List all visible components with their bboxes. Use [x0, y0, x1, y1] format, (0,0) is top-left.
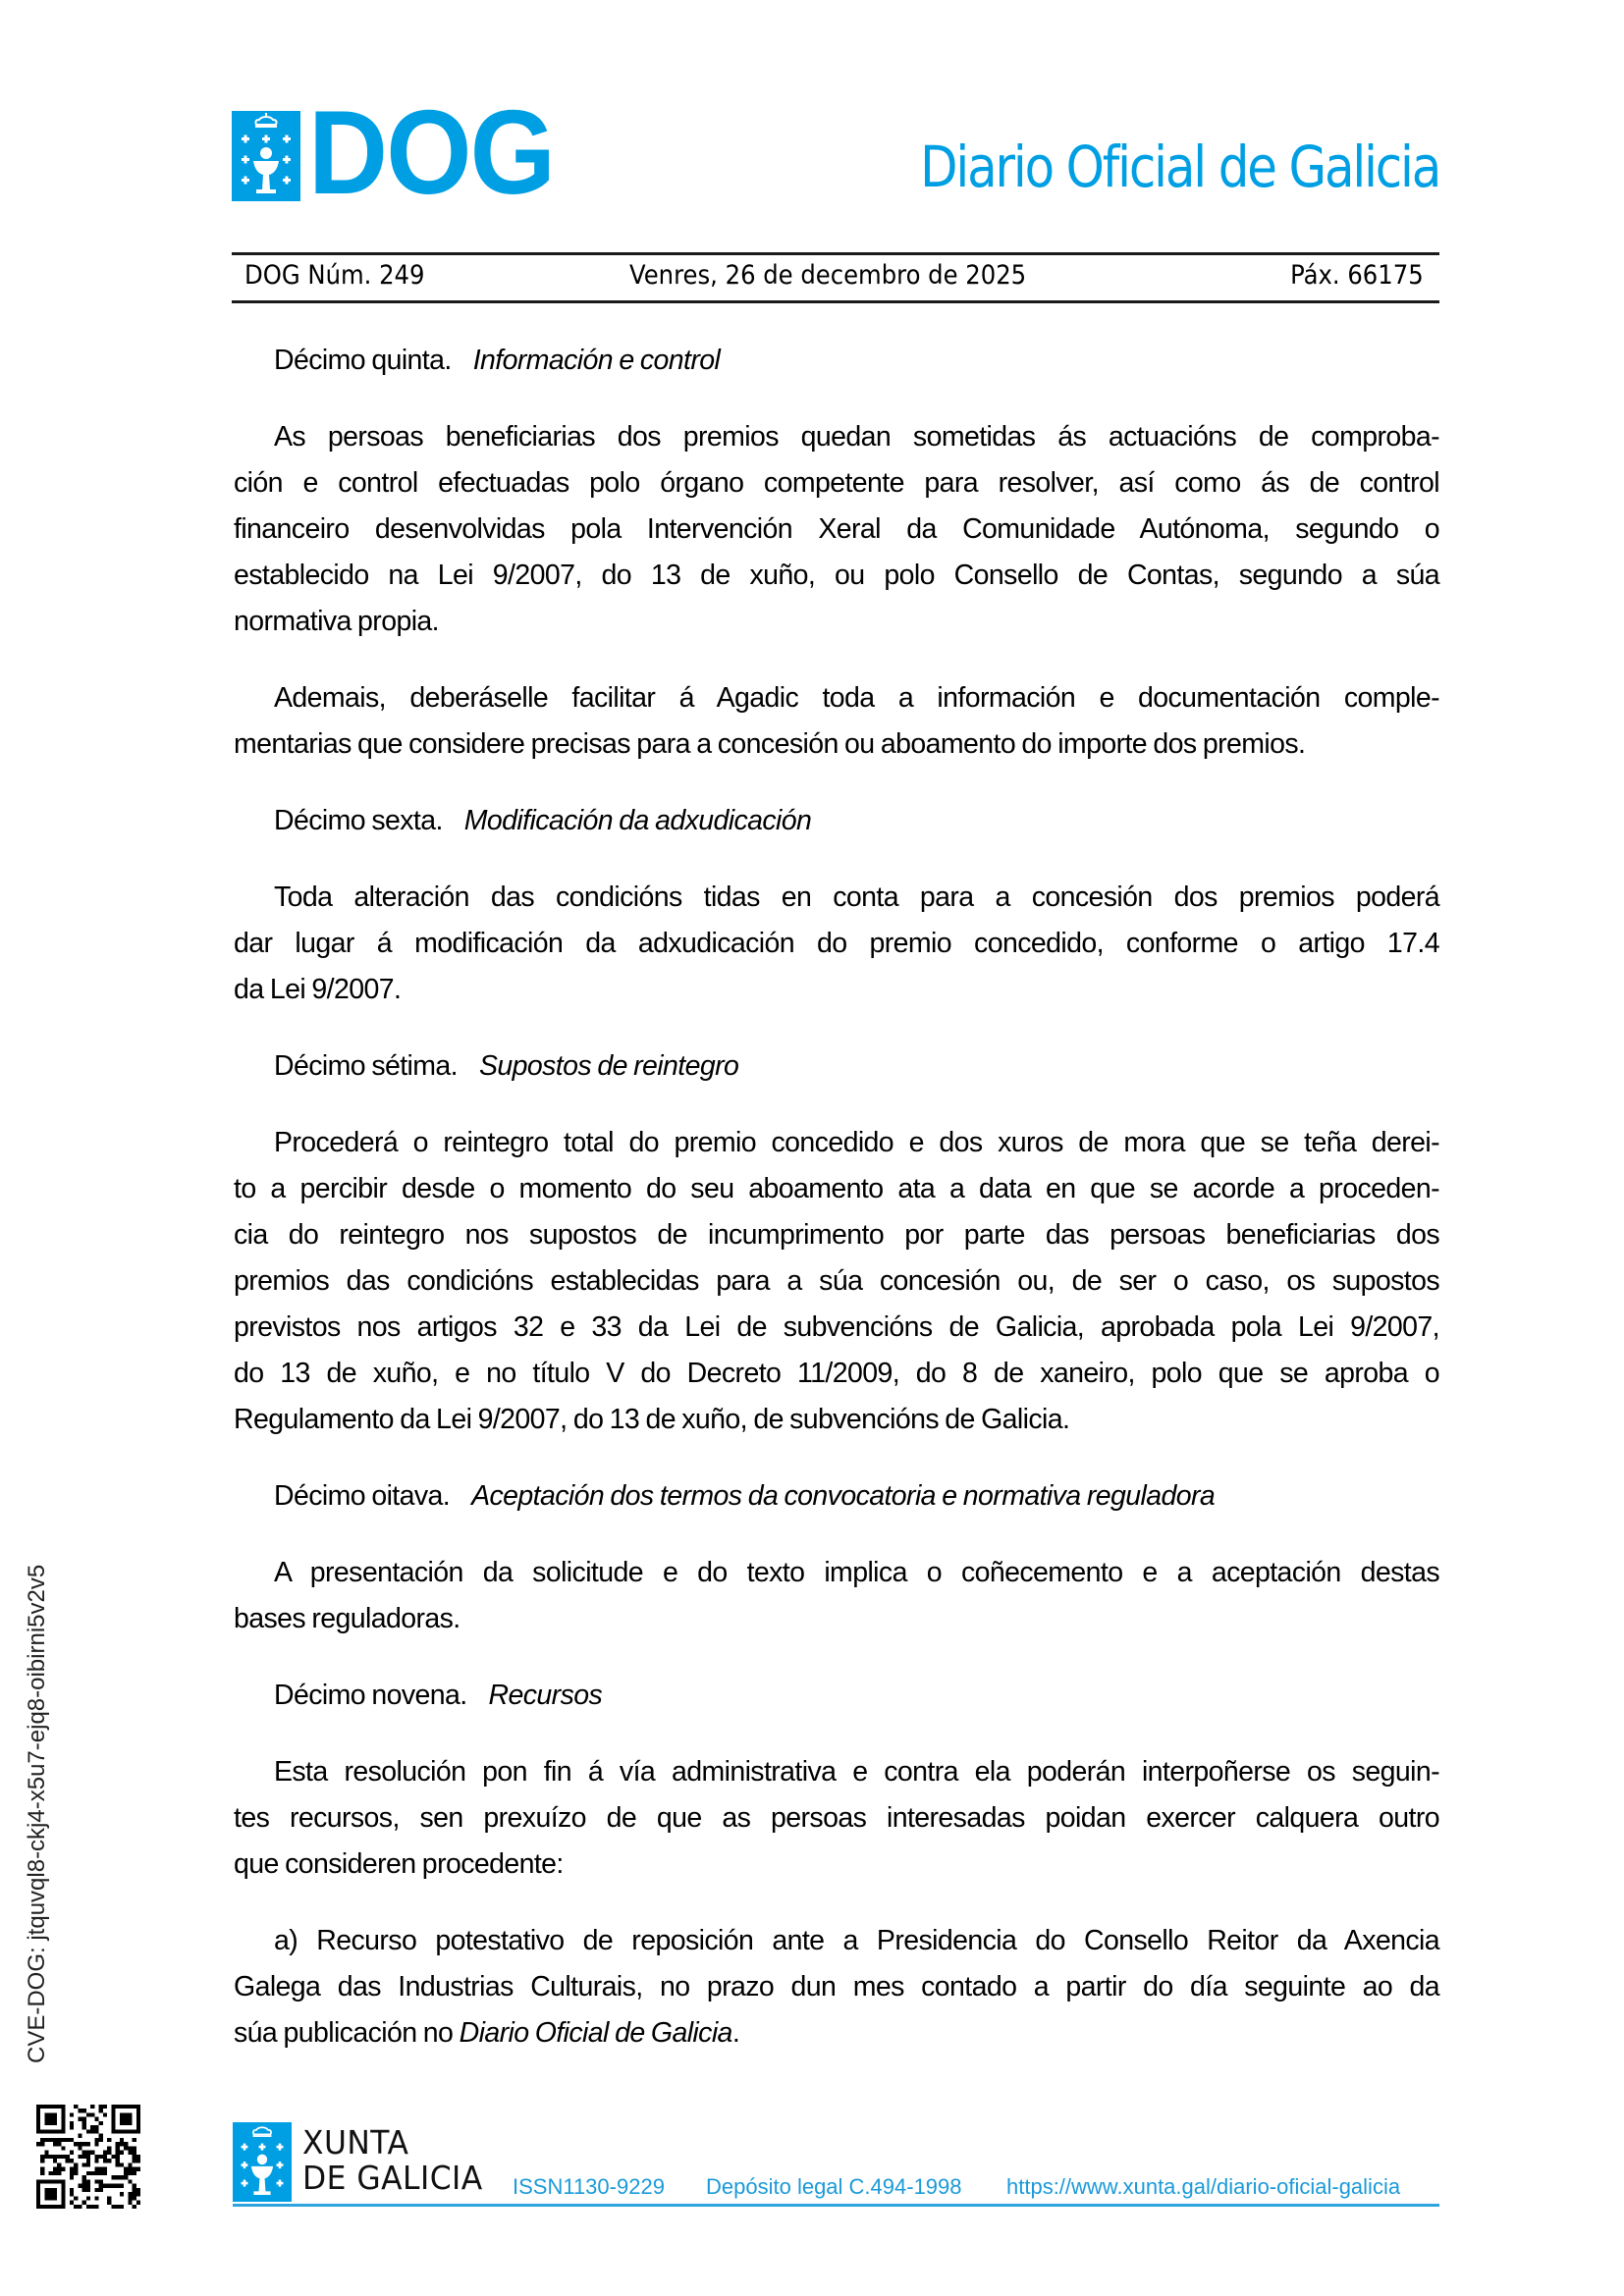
qr-module: [99, 2167, 103, 2171]
qr-module: [90, 2171, 94, 2175]
qr-module: [124, 2167, 128, 2171]
qr-module: [116, 2205, 120, 2209]
xunta-line-1: XUNTA: [302, 2123, 409, 2162]
section-number: Décimo quinta.: [274, 345, 452, 376]
qr-module: [99, 2121, 103, 2125]
qr-module: [82, 2121, 86, 2125]
qr-module: [82, 2109, 86, 2112]
qr-module: [111, 2175, 115, 2179]
qr-module: [74, 2205, 78, 2209]
text-line: premios das condicións establecidas para a súa concesión ou, de ser o caso, os supostos: [234, 1265, 1439, 1297]
text-line: do 13 de xuño, e no título V do Decreto 11/2009, do 8 de xaneiro, polo que se aproba o: [234, 1358, 1439, 1389]
qr-module: [82, 2184, 86, 2188]
section-title: Supostos de reintegro: [478, 1050, 739, 1082]
qr-module: [82, 2201, 86, 2205]
section-title: Aceptación dos termos da convocatoria e normativa reguladora: [471, 1480, 1216, 1512]
qr-module: [66, 2155, 70, 2159]
text-line: mentarias que considere precisas para a concesión ou aboamento do importe dos premios.: [234, 728, 1306, 760]
qr-module: [103, 2184, 107, 2188]
qr-module: [107, 2201, 111, 2205]
qr-module: [86, 2205, 90, 2209]
qr-module: [107, 2138, 111, 2142]
dog-coat-of-arms-logo: [232, 111, 300, 201]
qr-module: [133, 2188, 136, 2192]
qr-module: [107, 2151, 111, 2155]
qr-module: [94, 2205, 98, 2209]
qr-module: [99, 2155, 103, 2159]
qr-module: [53, 2155, 57, 2159]
qr-module: [78, 2109, 81, 2112]
cve-verification-code: CVE-DOG: jtquvql8-ckj4-x5u7-ejq8-oibirni5v2v5: [24, 1564, 50, 2063]
qr-module: [94, 2155, 98, 2159]
text-line: Toda alteración das condicións tidas en conta para a concesión dos premios poderá: [274, 881, 1439, 913]
section-heading: [234, 1473, 1439, 1520]
text-line: [234, 2010, 1439, 2056]
qr-module: [86, 2142, 90, 2146]
header-bottom-rule: [232, 300, 1439, 303]
qr-module: [78, 2146, 81, 2150]
qr-module: [99, 2171, 103, 2175]
qr-module: [78, 2184, 81, 2188]
section-number: Décimo oitava.: [274, 1480, 451, 1512]
text-line: ción e control efectuadas polo órgano competente para resolver, así como ás de control: [234, 467, 1439, 499]
section-number: Décimo sétima.: [274, 1050, 458, 1082]
qr-module: [82, 2163, 86, 2166]
qr-module: [133, 2205, 136, 2209]
qr-module: [133, 2155, 136, 2159]
qr-module: [99, 2184, 103, 2188]
qr-module: [49, 2138, 53, 2142]
qr-module: [86, 2171, 90, 2175]
qr-module: [70, 2192, 74, 2196]
issue-number: DOG Núm. 249: [244, 260, 425, 291]
text-line: establecido na Lei 9/2007, do 13 de xuño, ou polo Consello de Contas, segundo a súa: [234, 560, 1439, 591]
qr-module: [128, 2179, 132, 2183]
xunta-de-galicia-wordmark: [302, 2125, 483, 2196]
qr-module: [82, 2142, 86, 2146]
section-title: Información e control: [472, 345, 721, 376]
qr-module: [128, 2201, 132, 2205]
qr-module: [66, 2138, 70, 2142]
qr-module: [82, 2125, 86, 2129]
qr-module: [90, 2129, 94, 2133]
qr-module: [99, 2188, 103, 2192]
qr-module: [99, 2105, 103, 2109]
qr-module: [116, 2159, 120, 2163]
qr-module: [70, 2138, 74, 2142]
qr-module: [99, 2109, 103, 2112]
qr-module: [111, 2205, 115, 2209]
qr-module: [70, 2175, 74, 2179]
qr-module: [78, 2142, 81, 2146]
qr-module: [94, 2196, 98, 2200]
qr-module: [57, 2167, 61, 2171]
text-line: to a percibir desde o momento do seu aboamento ata a data en que se acorde a proceden-: [234, 1173, 1439, 1204]
footer-rule: [233, 2204, 1439, 2207]
paragraph: [234, 1550, 1439, 1642]
qr-module: [90, 2105, 94, 2109]
qr-module: [90, 2112, 94, 2116]
qr-module: [70, 2188, 74, 2192]
qr-module: [136, 2167, 140, 2171]
qr-module: [94, 2179, 98, 2183]
qr-module: [86, 2129, 90, 2133]
qr-module: [94, 2188, 98, 2192]
qr-module: [82, 2179, 86, 2183]
qr-module: [53, 2167, 57, 2171]
qr-module: [70, 2125, 74, 2129]
qr-module: [128, 2163, 132, 2166]
text-line: Ademais, deberáselle facilitar á Agadic toda a información e documentación comple-: [274, 682, 1439, 714]
qr-module: [57, 2155, 61, 2159]
qr-module: [66, 2159, 70, 2163]
text-line: a) Recurso potestativo de reposición ante a Presidencia do Consello Reitor da Axencia: [274, 1925, 1439, 1956]
qr-module: [57, 2138, 61, 2142]
qr-module: [82, 2188, 86, 2192]
qr-module: [116, 2151, 120, 2155]
qr-module: [103, 2159, 107, 2163]
document-body: [234, 338, 1439, 2087]
qr-module: [90, 2205, 94, 2209]
qr-module: [103, 2151, 107, 2155]
qr-module: [128, 2146, 132, 2150]
qr-module: [61, 2155, 65, 2159]
qr-module: [133, 2159, 136, 2163]
xunta-coat-of-arms-logo: [233, 2122, 292, 2202]
header-top-rule: [232, 252, 1439, 255]
publication-title: Diario Oficial de Galicia: [919, 133, 1439, 200]
text-fragment: .: [731, 2017, 740, 2049]
qr-code-icon: [36, 2105, 140, 2209]
section-heading: [234, 338, 1439, 384]
qr-module: [86, 2159, 90, 2163]
qr-module: [128, 2196, 132, 2200]
qr-module: [78, 2155, 81, 2159]
qr-module: [40, 2171, 44, 2175]
qr-module: [133, 2138, 136, 2142]
qr-module: [107, 2196, 111, 2200]
qr-module: [107, 2184, 111, 2188]
qr-module: [78, 2117, 81, 2121]
qr-module: [82, 2175, 86, 2179]
paragraph: [234, 1749, 1439, 1888]
text-line: bases reguladoras.: [234, 1603, 460, 1634]
qr-module: [111, 2155, 115, 2159]
issn: ISSN1130-9229: [513, 2174, 665, 2199]
qr-module: [133, 2151, 136, 2155]
text-line: financeiro desenvolvidas pola Intervención Xeral da Comunidade Autónoma, segundo o: [234, 513, 1439, 545]
deposito-legal: Depósito legal C.494-1998: [706, 2174, 962, 2199]
qr-module: [70, 2201, 74, 2205]
paragraph: [234, 414, 1439, 645]
section-number: Décimo sexta.: [274, 805, 443, 836]
qr-module: [136, 2201, 140, 2205]
qr-module: [44, 2155, 48, 2159]
qr-module: [136, 2192, 140, 2196]
section-title: Recursos: [488, 1680, 603, 1711]
qr-module: [78, 2205, 81, 2209]
qr-module: [103, 2167, 107, 2171]
xunta-line-2: DE GALICIA: [302, 2159, 483, 2197]
qr-module: [86, 2179, 90, 2183]
qr-module: [116, 2175, 120, 2179]
section-heading: [234, 1043, 1439, 1090]
dog-logo-text: DOG: [308, 85, 555, 219]
text-fragment: súa publicación no: [234, 2017, 460, 2049]
qr-module: [61, 2146, 65, 2150]
qr-module: [120, 2138, 124, 2142]
text-line: normativa propia.: [234, 606, 439, 637]
qr-module: [90, 2125, 94, 2129]
text-line: da Lei 9/2007.: [234, 974, 402, 1005]
qr-module: [94, 2125, 98, 2129]
qr-module: [57, 2163, 61, 2166]
text-line: Regulamento da Lei 9/2007, do 13 de xuño, de subvencións de Galicia.: [234, 1404, 1070, 1435]
qr-module: [74, 2171, 78, 2175]
qr-module: [120, 2192, 124, 2196]
qr-module: [82, 2117, 86, 2121]
qr-module: [124, 2175, 128, 2179]
qr-module: [70, 2151, 74, 2155]
qr-module: [86, 2196, 90, 2200]
qr-module: [133, 2196, 136, 2200]
issue-date: Venres, 26 de decembro de 2025: [629, 260, 1027, 291]
qr-module: [120, 2184, 124, 2188]
qr-module: [107, 2146, 111, 2150]
qr-module: [120, 2205, 124, 2209]
qr-module: [44, 2151, 48, 2155]
qr-module: [61, 2167, 65, 2171]
paragraph: [234, 675, 1439, 768]
text-line: A presentación da solicitude e do texto implica o coñecemento e a aceptación destas: [274, 1557, 1439, 1588]
qr-module: [99, 2138, 103, 2142]
qr-module: [36, 2142, 40, 2146]
qr-module: [128, 2151, 132, 2155]
qr-module: [74, 2142, 78, 2146]
qr-module: [99, 2179, 103, 2183]
qr-module: [136, 2188, 140, 2192]
text-line: As persoas beneficiarias dos premios quedan sometidas ás actuacións de comproba-: [274, 421, 1439, 453]
qr-module: [103, 2105, 107, 2109]
paragraph: [234, 1120, 1439, 1443]
qr-module: [124, 2171, 128, 2175]
text-line: dar lugar á modificación da adxudicación do premio concedido, conforme o artigo 17.4: [234, 928, 1439, 959]
qr-module: [49, 2155, 53, 2159]
qr-module: [70, 2112, 74, 2116]
qr-module: [94, 2142, 98, 2146]
qr-module: [78, 2134, 81, 2138]
qr-module: [111, 2184, 115, 2188]
qr-module: [103, 2155, 107, 2159]
section-number: Décimo novena.: [274, 1680, 467, 1711]
qr-module: [133, 2167, 136, 2171]
qr-module: [82, 2155, 86, 2159]
qr-module: [128, 2171, 132, 2175]
qr-module: [82, 2151, 86, 2155]
qr-module: [40, 2167, 44, 2171]
qr-module: [57, 2142, 61, 2146]
qr-module: [40, 2142, 44, 2146]
qr-module: [86, 2184, 90, 2188]
qr-module: [74, 2167, 78, 2171]
qr-module: [94, 2167, 98, 2171]
section-heading: [234, 1673, 1439, 1719]
qr-module: [40, 2138, 44, 2142]
text-line: cia do reintegro nos supostos de incumprimento por parte das persoas beneficiarias dos: [234, 1219, 1439, 1251]
qr-module: [116, 2155, 120, 2159]
qr-module: [70, 2159, 74, 2163]
qr-module: [94, 2117, 98, 2121]
dog-website-link[interactable]: https://www.xunta.gal/diario-oficial-galicia: [1006, 2174, 1401, 2199]
section-heading: [234, 798, 1439, 844]
galicia-coat-of-arms-icon: [233, 2122, 292, 2202]
text-line: previstos nos artigos 32 e 33 da Lei de subvencións de Galicia, aprobada pola Lei 9/2007,: [234, 1311, 1439, 1343]
publication-name: Diario Oficial de Galicia: [459, 2017, 732, 2049]
qr-module: [44, 2138, 48, 2142]
qr-module: [124, 2142, 128, 2146]
qr-module: [136, 2159, 140, 2163]
paragraph: [234, 875, 1439, 1013]
galicia-coat-of-arms-icon: [232, 111, 300, 201]
qr-module: [74, 2163, 78, 2166]
text-line: Esta resolución pon fin á vía administrativa e contra ela poderán interpoñerse os seguin-: [274, 1756, 1439, 1788]
qr-module: [116, 2163, 120, 2166]
qr-module: [70, 2121, 74, 2125]
qr-module: [103, 2112, 107, 2116]
qr-module: [136, 2155, 140, 2159]
qr-module: [120, 2175, 124, 2179]
qr-module: [128, 2167, 132, 2171]
qr-module: [57, 2171, 61, 2175]
qr-module: [120, 2142, 124, 2146]
qr-module: [124, 2146, 128, 2150]
qr-module: [86, 2151, 90, 2155]
qr-module: [49, 2171, 53, 2175]
qr-module: [94, 2171, 98, 2175]
qr-module: [116, 2146, 120, 2150]
qr-module: [120, 2151, 124, 2155]
qr-module: [53, 2159, 57, 2163]
text-line: Procederá o reintegro total do premio concedido e dos xuros de mora que se teña derei-: [274, 1127, 1439, 1158]
qr-module: [53, 2171, 57, 2175]
qr-module: [103, 2171, 107, 2175]
qr-module: [120, 2163, 124, 2166]
qr-module: [133, 2146, 136, 2150]
qr-module: [86, 2163, 90, 2166]
qr-module: [86, 2188, 90, 2192]
qr-module: [61, 2138, 65, 2142]
section-title: Modificación da adxudicación: [463, 805, 812, 836]
qr-module: [133, 2171, 136, 2175]
qr-module: [116, 2142, 120, 2146]
qr-module: [94, 2159, 98, 2163]
text-line: que consideren procedente:: [234, 1848, 564, 1880]
qr-module: [116, 2184, 120, 2188]
page-number: Páx. 66175: [1290, 260, 1424, 291]
text-line: Galega das Industrias Culturais, no prazo dun mes contado a partir do día seguinte ao da: [234, 1971, 1439, 2002]
qr-module: [53, 2138, 57, 2142]
text-line: tes recursos, sen prexuízo de que as persoas interesadas poidan exercer calquera outro: [234, 1802, 1439, 1834]
qr-module: [99, 2134, 103, 2138]
qr-module: [86, 2112, 90, 2116]
qr-module: [70, 2171, 74, 2175]
qr-module: [86, 2155, 90, 2159]
qr-module: [53, 2142, 57, 2146]
qr-module: [70, 2167, 74, 2171]
qr-module: [74, 2196, 78, 2200]
appeal-item-a: [234, 1918, 1439, 2056]
qr-module: [74, 2105, 78, 2109]
qr-module: [107, 2159, 111, 2163]
qr-module: [90, 2151, 94, 2155]
qr-module: [40, 2155, 44, 2159]
qr-module: [94, 2129, 98, 2133]
qr-module: [133, 2184, 136, 2188]
qr-module: [133, 2192, 136, 2196]
qr-module: [94, 2138, 98, 2142]
qr-module: [40, 2159, 44, 2163]
qr-module: [128, 2192, 132, 2196]
